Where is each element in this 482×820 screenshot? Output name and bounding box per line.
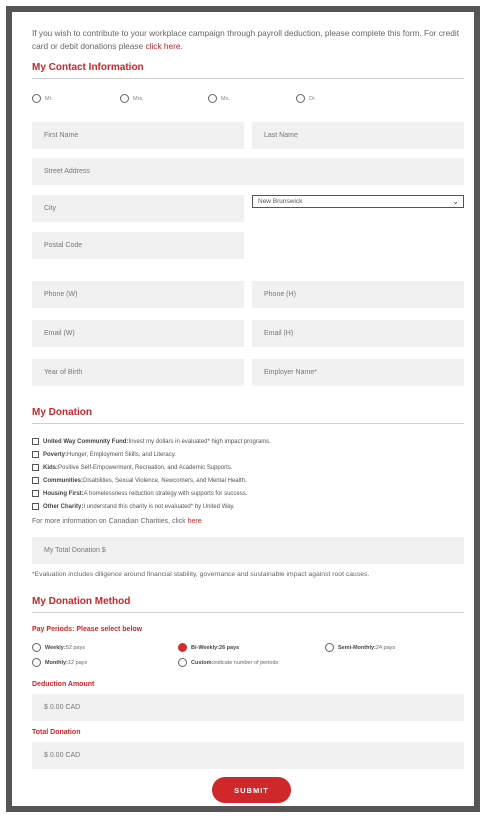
radio-checked-icon[interactable]: [178, 643, 187, 652]
evaluation-note: *Evaluation includes diligence around financial stability, governance and sustainable impact against root causes.: [32, 571, 370, 578]
phone-work-field[interactable]: Phone (W): [32, 281, 244, 308]
period-custom[interactable]: [178, 658, 278, 667]
option-name: United Way Community Fund:: [43, 438, 129, 445]
donation-option-communities[interactable]: [32, 474, 464, 487]
donation-section-title: My Donation: [32, 407, 92, 418]
province-value: New Brunswick: [258, 198, 303, 205]
donation-divider: [32, 423, 464, 424]
year-of-birth-field[interactable]: Year of Birth: [32, 359, 244, 386]
form-frame: [6, 6, 480, 812]
checkbox-icon[interactable]: [32, 503, 39, 510]
first-name-field[interactable]: First Name: [32, 122, 244, 149]
more-info-text: [32, 518, 202, 525]
more-info-link[interactable]: here: [187, 518, 202, 525]
contact-section-title: My Contact Information: [32, 62, 144, 73]
radio-icon[interactable]: [32, 643, 41, 652]
radio-icon[interactable]: [32, 94, 41, 103]
city-field[interactable]: City: [32, 195, 244, 222]
period-monthly[interactable]: [32, 658, 87, 667]
option-name: Housing First:: [43, 490, 84, 497]
period-name: Custom:: [191, 659, 214, 666]
period-name: Weekly:: [45, 644, 66, 651]
period-semi-monthly[interactable]: [325, 643, 395, 652]
more-info-label: For more information on Canadian Charities, click: [32, 518, 188, 525]
province-select[interactable]: [252, 195, 464, 208]
phone-home-field[interactable]: Phone (H): [252, 281, 464, 308]
email-work-field[interactable]: Email (W): [32, 320, 244, 347]
donation-option-poverty[interactable]: [32, 448, 464, 461]
period-biweekly[interactable]: [178, 643, 239, 652]
period-text: [338, 645, 395, 651]
radio-icon[interactable]: [32, 658, 41, 667]
period-name: Semi-Monthly:: [338, 644, 376, 651]
option-name: Communities:: [43, 477, 84, 484]
donation-option-other[interactable]: [32, 500, 464, 513]
street-address-field[interactable]: Street Address: [32, 158, 464, 185]
option-desc: I understand this charity is not evaluated* by United Way.: [83, 503, 235, 510]
option-text: [43, 478, 247, 484]
period-name: Bi-Weekly:: [191, 644, 220, 651]
option-text: [43, 452, 176, 458]
salutation-ms[interactable]: [208, 94, 230, 103]
option-desc: Disabilities, Sexual Violence, Newcomers, and Mental Health.: [83, 477, 247, 484]
total-donation-label: Total Donation: [32, 729, 81, 736]
radio-icon[interactable]: [296, 94, 305, 103]
period-desc: 12 pays: [67, 659, 88, 666]
checkbox-icon[interactable]: [32, 451, 39, 458]
radio-icon[interactable]: [325, 643, 334, 652]
radio-icon[interactable]: [120, 94, 129, 103]
credit-card-link[interactable]: click here.: [145, 41, 183, 51]
period-desc: indicate number of periods: [213, 659, 279, 666]
period-text: [45, 645, 85, 651]
option-desc: Hunger, Employment Skills, and Literacy.: [67, 451, 176, 458]
donation-options: [32, 435, 464, 513]
option-text: [43, 465, 232, 471]
option-name: Poverty:: [43, 451, 68, 458]
checkbox-icon[interactable]: [32, 490, 39, 497]
salutation-ms-label: Ms.: [221, 95, 230, 102]
method-section-title: My Donation Method: [32, 596, 131, 607]
option-desc: Positive Self-Empowerment, Recreation, and Academic Supports.: [58, 464, 233, 471]
period-text: [45, 660, 87, 666]
contact-divider: [32, 78, 464, 79]
salutation-mr[interactable]: [32, 94, 53, 103]
last-name-field[interactable]: Last Name: [252, 122, 464, 149]
period-name: Monthly:: [45, 659, 68, 666]
option-text: [43, 491, 247, 497]
salutation-dr[interactable]: [296, 94, 316, 103]
salutation-mrs[interactable]: [120, 94, 144, 103]
period-desc: 26 pays: [219, 644, 240, 651]
period-weekly[interactable]: [32, 643, 85, 652]
total-donation-value-field[interactable]: $ 0.00 CAD: [32, 742, 464, 769]
period-text: [191, 660, 278, 666]
employer-name-field[interactable]: Employer Name*: [252, 359, 464, 386]
postal-code-field[interactable]: Postal Code: [32, 232, 244, 259]
period-desc: 24 pays: [375, 644, 396, 651]
option-text: [43, 504, 235, 510]
radio-icon[interactable]: [178, 658, 187, 667]
pay-periods-label: Pay Periods: Please select below: [32, 626, 143, 633]
period-text: [191, 645, 239, 651]
donation-option-housing[interactable]: [32, 487, 464, 500]
intro-text: [32, 27, 472, 53]
deduction-amount-field[interactable]: $ 0.00 CAD: [32, 694, 464, 721]
option-desc: A homelessness reduction strategy with supports for success.: [83, 490, 248, 497]
deduction-amount-label: Deduction Amount: [32, 681, 95, 688]
checkbox-icon[interactable]: [32, 464, 39, 471]
donation-option-community-fund[interactable]: [32, 435, 464, 448]
chevron-down-icon: ⌄: [452, 196, 459, 206]
checkbox-icon[interactable]: [32, 477, 39, 484]
radio-icon[interactable]: [208, 94, 217, 103]
option-desc: Invest my dollars in evaluated* high impact programs.: [128, 438, 271, 445]
total-donation-field[interactable]: My Total Donation $: [32, 537, 464, 564]
salutation-dr-label: Dr.: [309, 95, 317, 102]
intro-paragraph: If you wish to contribute to your workplace campaign through payroll deduction, please complete this form. For credit card or debit donations please: [32, 28, 460, 51]
salutation-mrs-label: Mrs.: [133, 95, 144, 102]
method-divider: [32, 612, 464, 613]
checkbox-icon[interactable]: [32, 438, 39, 445]
option-name: Kids:: [43, 464, 58, 471]
donation-option-kids[interactable]: [32, 461, 464, 474]
option-name: Other Charity:: [43, 503, 84, 510]
option-text: [43, 439, 271, 445]
period-desc: 52 pays: [65, 644, 85, 651]
salutation-mr-label: Mr.: [45, 95, 53, 102]
email-home-field[interactable]: Email (H): [252, 320, 464, 347]
submit-button[interactable]: SUBMIT: [212, 777, 291, 803]
